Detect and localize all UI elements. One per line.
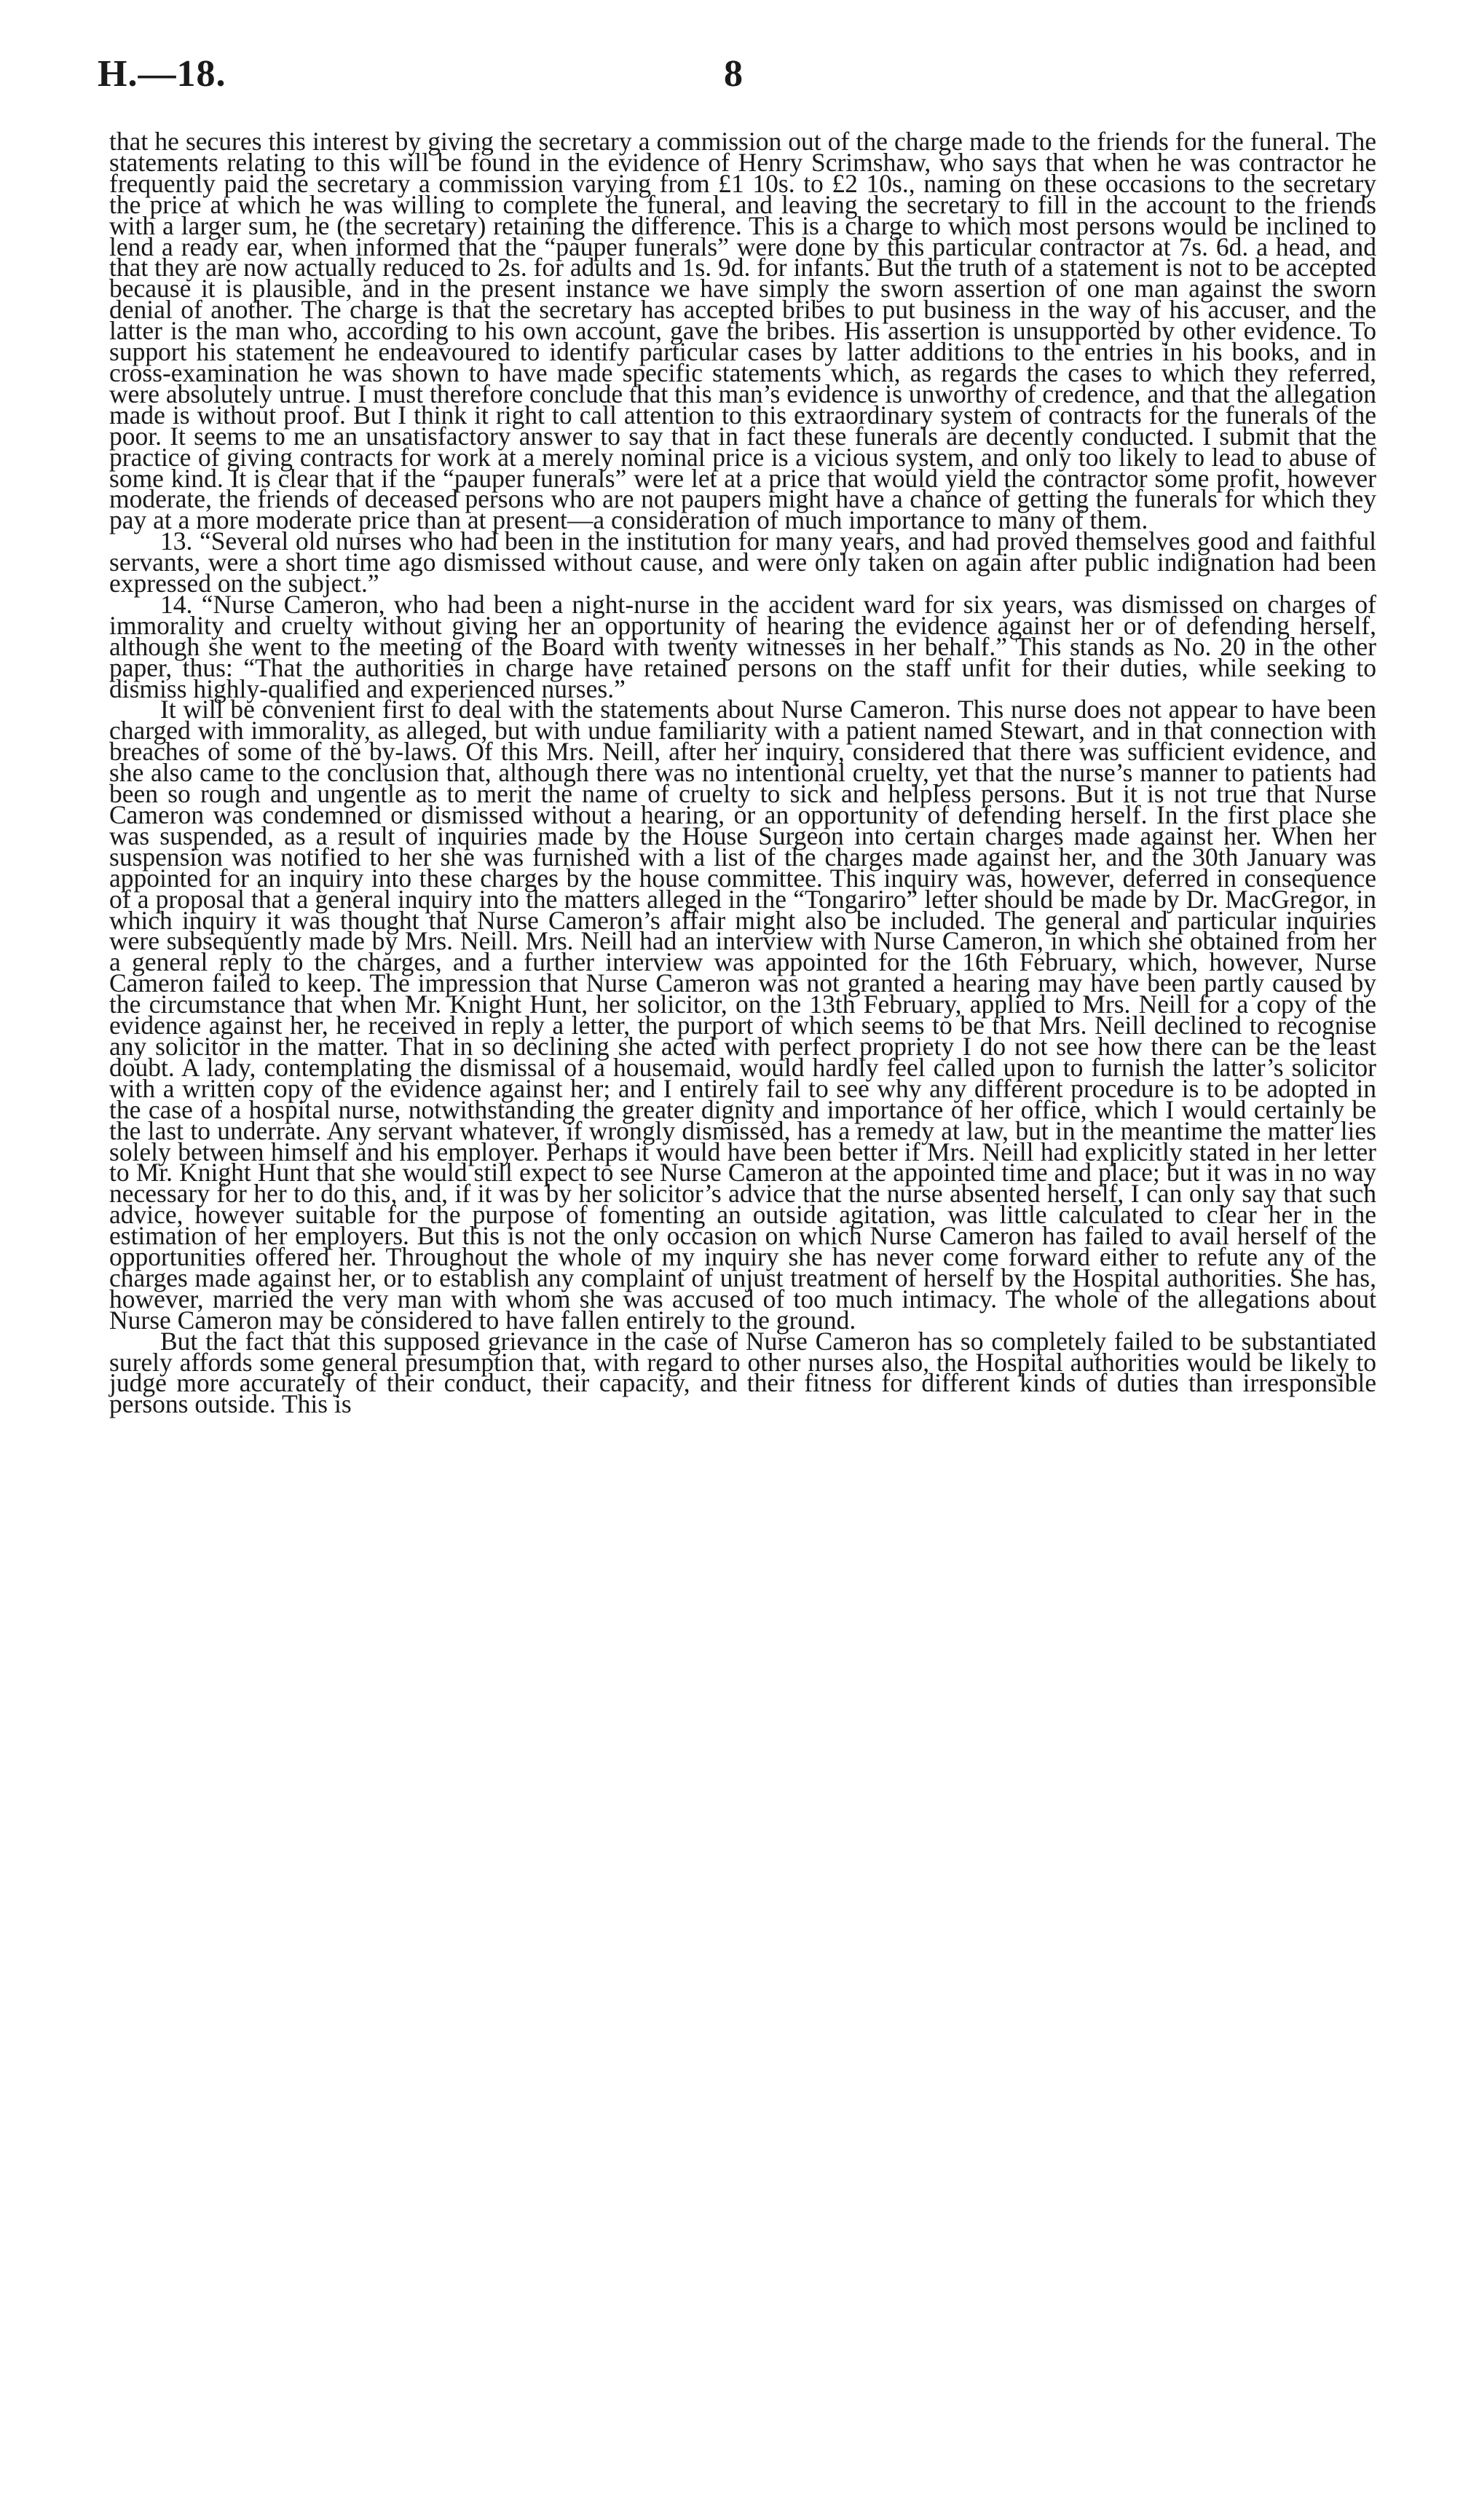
body-text xyxy=(109,127,1376,1419)
page-number: 8 xyxy=(724,53,743,95)
paragraph-nurse-cameron: It will be convenient first to deal with the statements about Nurse Cameron. This nurse does not appear to have been charged with immorality, as alleged, but with undue familiarity with a patient named Stewart, and in that connection with breaches of some of the by-laws. Of this Mrs. Neill, after her inquiry, considered that there was sufficient evidence, and she also came to the conclusion that, although there was no intentional cruelty, yet that the nurse’s manner to patients had been so rough and ungentle as to merit the name of cruelty to sick and helpless persons. But it is not true that Nurse Cameron was condemned or dismissed without a hearing, or an opportunity of defending herself. In the first place she was suspended, as a result of inquiries made by the House Surgeon into certain charges made against her. When her suspension was notified to her she was furnished with a list of the charges made against her, and the 30th January was appointed for an inquiry into these charges by the house committee. This inquiry was, however, deferred in consequence of a proposal that a general inquiry into the matters alleged in the “Tongariro” letter should be made by Dr. MacGregor, in which inquiry it was thought that Nurse Cameron’s affair might also be included. The general and particular inquiries were subsequently made by Mrs. Neill. Mrs. Neill had an interview with Nurse Cameron, in which she obtained from her a general reply to the charges, and a further interview was appointed for the 16th February, which, however, Nurse Cameron failed to keep. The impression that Nurse Cameron was not granted a hearing may have been partly caused by the circumstance that when Mr. Knight Hunt, her solicitor, on the 13th February, applied to Mrs. Neill for a copy of the evidence against her, he received in reply a letter, the purport of which seems to be that Mrs. Neill declined to recognise any solicitor in the matter. That in so declining she acted with perfect propriety I do not see how there can be the least doubt. A lady, contemplating the dismissal of a housemaid, would hardly feel called upon to furnish the latter’s solicitor with a written copy of the evidence against her; and I entirely fail to see why any different procedure is to be adopted in the case of a hospital nurse, notwithstanding the greater dignity and importance of her office, which I would certainly be the last to underrate. Any servant whatever, if wrongly dismissed, has a remedy at law, but in the meantime the matter lies solely between himself and his employer. Perhaps it would have been better if Mrs. Neill had explicitly stated in her letter to Mr. Knight Hunt that she would still expect to see Nurse Cameron at the appointed time and place; but it was in no way necessary for her to do this, and, if it was by her solicitor’s advice that the nurse absented herself, I can only say that such advice, however suitable for the purpose of fomenting an outside agitation, was little calculated to clear her in the estimation of her employers. But this is not the only occasion on which Nurse Cameron has failed to avail herself of the opportunities offered her. Throughout the whole of my inquiry she has never come forward either to refute any of the charges made against her, or to establish any complaint of unjust treatment of herself by the Hospital authorities. She has, however, married the very man with whom she was accused of too much intimacy. The whole of the allegations about Nurse Cameron may be considered to have fallen entirely to the ground. xyxy=(109,695,1376,1335)
page-header xyxy=(98,52,1382,111)
paragraph-funeral-contracts: that he secures this interest by giving the secretary a commission out of the charge made to the friends for the funeral. The statements relating to this will be found in the evidence of Henry Scrimshaw, who says that when he was contractor he frequently paid the secretary a commission varying from £1 10s. to £2 10s., naming on these occasions to the secretary the price at which he was willing to complete the funeral, and leaving the secretary to fill in the account to the friends with a larger sum, he (the secretary) retaining the difference. This is a charge to which most persons would be inclined to lend a ready ear, when informed that the “pauper funerals” were done by this particular contractor at 7s. 6d. a head, and that they are now actually reduced to 2s. for adults and 1s. 9d. for infants. But the truth of a statement is not to be accepted because it is plausible, and in the present instance we have simply the sworn assertion of one man against the sworn denial of another. The charge is that the secretary has accepted bribes to put business in the way of his accuser, and the latter is the man who, according to his own account, gave the bribes. His assertion is unsupported by other evidence. To support his statement he endeavoured to identify particular cases by latter additions to the entries in his books, and in cross-examination he was shown to have made specific statements which, as regards the cases to which they referred, were absolutely untrue. I must therefore conclude that this man’s evidence is unworthy of credence, and that the allegation made is without proof. But I think it right to call attention to this extraordinary system of contracts for the funerals of the poor. It seems to me an unsatisfactory answer to say that in fact these funerals are decently conducted. I submit that the practice of giving contracts for work at a merely nominal price is a vicious system, and only too likely to lead to abuse of some kind. It is clear that if the “pauper funerals” were let at a price that would yield the contractor some profit, however moderate, the friends of deceased persons who are not paupers might have a chance of getting the funerals for which they pay at a more moderate price than at present—a consideration of much importance to many of them. xyxy=(109,127,1376,535)
document-reference: H.—18. xyxy=(98,53,226,95)
paragraph-presumption: But the fact that this supposed grievance in the case of Nurse Cameron has so completely failed to be substantiated surely affords some general presumption that, with regard to other nurses also, the Hospital authorities would be likely to judge more accurately of their conduct, their capacity, and their fitness for different kinds of duties than irresponsible persons outside. This is xyxy=(109,1326,1376,1419)
paragraph-item-13: 13. “Several old nurses who had been in the institution for many years, and had proved themselves good and faithful servants, were a short time ago dismissed without cause, and were only taken on again after public indignation had been expressed on the subject.” xyxy=(109,526,1376,599)
paragraph-item-14: 14. “Nurse Cameron, who had been a night-nurse in the accident ward for six years, was dismissed on charges of immorality and cruelty without giving her an opportunity of hearing the evidence against her or of defending herself, although she went to the meeting of the Board with twenty witnesses in her behalf.” This stands as No. 20 in the other paper, thus: “That the authorities in charge have retained persons on the staff unfit for their duties, while seeking to dismiss highly-qualified and experienced nurses.” xyxy=(109,589,1376,703)
